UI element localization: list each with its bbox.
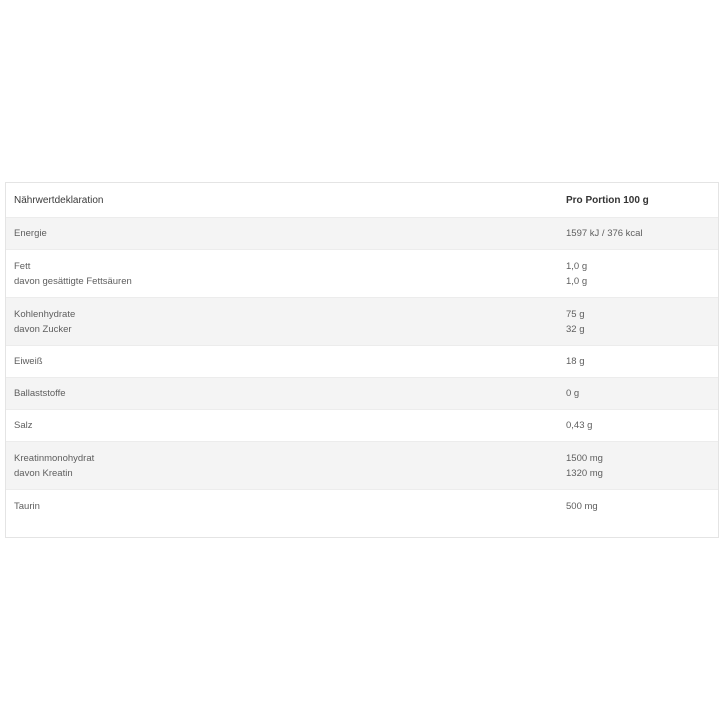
nutrient-value-cell	[566, 218, 718, 249]
nutrient-value: 0,43 g	[566, 420, 593, 431]
nutrient-value-cell	[566, 490, 718, 537]
nutrient-name: Ballaststoffe	[14, 388, 66, 399]
nutrient-name-cell	[6, 378, 566, 409]
table-row-eiweiss	[6, 345, 718, 377]
nutrient-name-cell	[6, 346, 566, 377]
nutrient-value-cell	[566, 378, 718, 409]
nutrient-name: Taurin	[14, 501, 40, 512]
nutrient-value: 18 g	[566, 356, 585, 367]
nutrient-value: 75 g	[566, 308, 585, 320]
header-name-label: Nährwertdeklaration	[14, 194, 104, 206]
nutrient-subname: davon Kreatin	[14, 467, 73, 479]
nutrient-name-cell	[6, 410, 566, 441]
nutrient-subname: davon gesättigte Fettsäuren	[14, 275, 132, 287]
nutrient-name: Energie	[14, 228, 47, 239]
nutrient-name: Kreatinmonohydrat	[14, 452, 95, 464]
nutrient-subvalue: 1,0 g	[566, 275, 588, 287]
nutrient-name-cell	[6, 442, 566, 489]
nutrient-name-cell	[6, 250, 566, 297]
nutrient-value-cell	[566, 250, 718, 297]
nutrient-name: Salz	[14, 420, 33, 431]
nutrient-subvalue: 1320 mg	[566, 467, 603, 479]
table-row-energie	[6, 217, 718, 249]
nutrient-name: Eiweiß	[14, 356, 43, 367]
header-name-cell	[6, 183, 566, 217]
nutrient-value-cell	[566, 410, 718, 441]
nutrient-subvalue: 32 g	[566, 323, 585, 335]
nutrient-name-cell	[6, 218, 566, 249]
header-value-cell	[566, 183, 718, 217]
header-value-label: Pro Portion 100 g	[566, 194, 649, 206]
nutrient-value-cell	[566, 298, 718, 345]
nutrient-name: Kohlenhydrate	[14, 308, 76, 320]
table-header-row	[6, 183, 718, 217]
nutrient-value: 1597 kJ / 376 kcal	[566, 228, 643, 239]
table-row-fett	[6, 249, 718, 297]
table-row-ballaststoffe	[6, 377, 718, 409]
table-row-taurin	[6, 489, 718, 537]
nutrient-name: Fett	[14, 260, 31, 272]
table-row-kohlenhydrate	[6, 297, 718, 345]
nutrient-value: 500 mg	[566, 501, 598, 512]
nutrient-value-cell	[566, 442, 718, 489]
nutrient-value: 1500 mg	[566, 452, 603, 464]
nutrient-value: 1,0 g	[566, 260, 588, 272]
nutrient-name-cell	[6, 490, 566, 537]
nutrient-name-cell	[6, 298, 566, 345]
nutrition-table	[5, 182, 719, 538]
nutrient-value-cell	[566, 346, 718, 377]
table-row-salz	[6, 409, 718, 441]
table-row-kreatinmonohydrat	[6, 441, 718, 489]
nutrient-subname: davon Zucker	[14, 323, 72, 335]
nutrient-value: 0 g	[566, 388, 580, 399]
